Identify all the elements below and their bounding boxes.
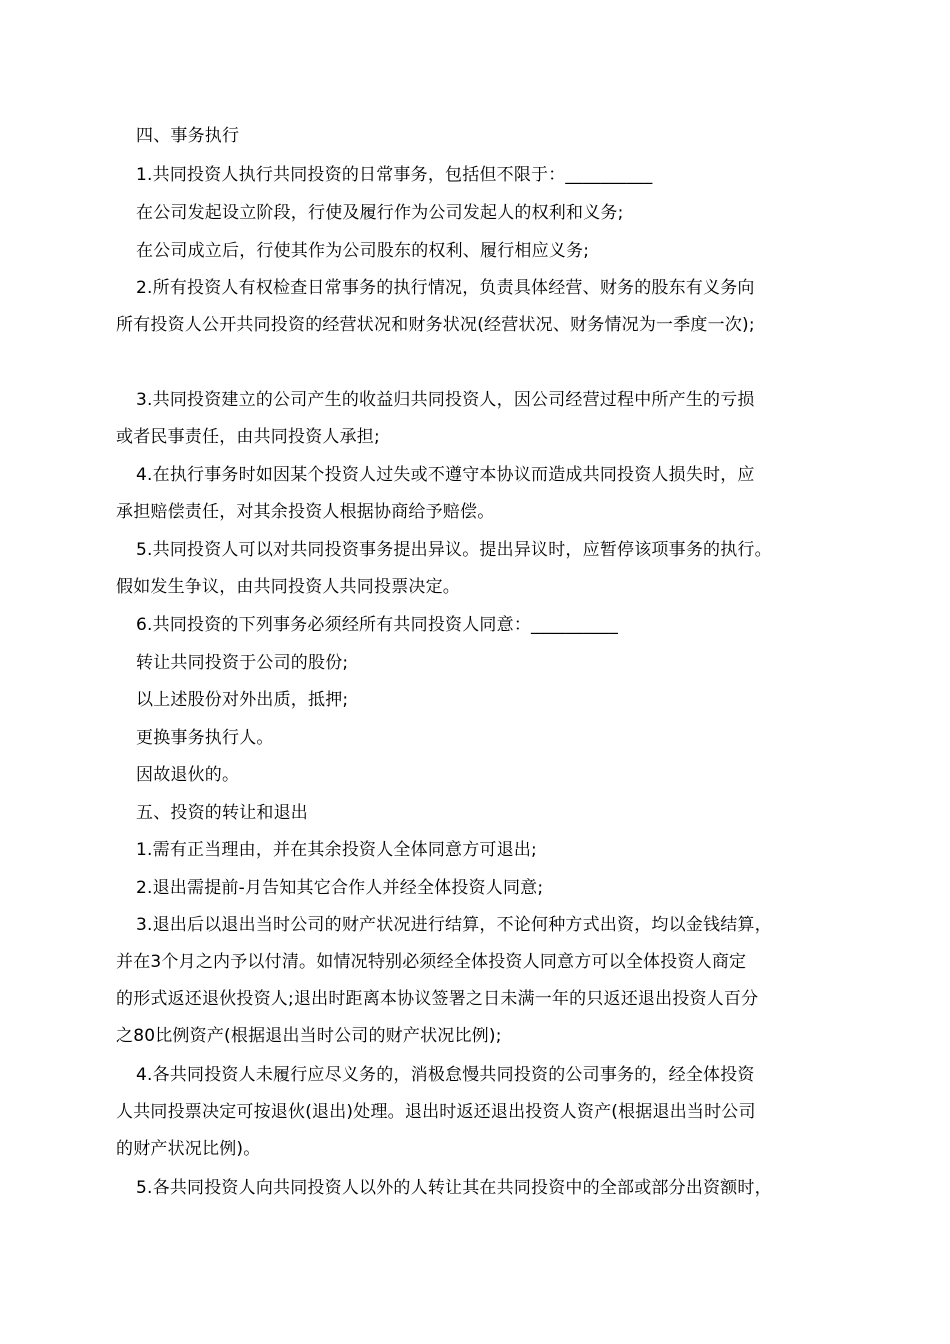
paragraph-sub-item [116, 720, 856, 757]
paragraph-sub-item [116, 195, 856, 232]
paragraph-item-3 [116, 382, 836, 456]
text-line: 4.在执行事务时如因某个投资人过失或不遵守本协议而造成共同投资人损失时，应 [136, 465, 755, 485]
text-line: 3.退出后以退出当时公司的财产状况进行结算，不论何种方式出资，均以金钱结算， [136, 915, 772, 935]
text-line: 2.退出需提前-月告知其它合作人并经全体投资人同意; [136, 878, 544, 898]
text-line: 人共同投票决定可按退伙(退出)处理。退出时返还退出投资人资产(根据退出当时公司 [116, 1102, 756, 1122]
text-line: 5.共同投资人可以对共同投资事务提出异议。提出异议时，应暂停该项事务的执行。 [136, 540, 772, 560]
text-line: 1.需有正当理由，并在其余投资人全体同意方可退出; [136, 840, 537, 860]
text-line: 或者民事责任，由共同投资人承担; [116, 427, 380, 447]
transfer-item-3 [116, 907, 836, 1055]
paragraph-sub-item [116, 233, 856, 270]
text-line: 1.共同投资人执行共同投资的日常事务，包括但不限于：__________ [136, 165, 653, 185]
transfer-item-4 [116, 1057, 836, 1168]
section-heading-affairs [116, 118, 856, 155]
text-line: 因故退伙的。 [136, 765, 240, 785]
text-line: 在公司发起设立阶段，行使及履行作为公司发起人的权利和义务; [136, 203, 624, 223]
text-line: 四、事务执行 [136, 126, 240, 146]
text-line: 更换事务执行人。 [136, 728, 274, 748]
text-line: 5.各共同投资人向共同投资人以外的人转让其在共同投资中的全部或部分出资额时， [136, 1178, 772, 1198]
text-line: 承担赔偿责任，对其余投资人根据协商给予赔偿。 [116, 502, 495, 522]
transfer-item-2 [116, 870, 856, 907]
text-line: 转让共同投资于公司的股份; [136, 653, 349, 673]
paragraph-item-2 [116, 270, 836, 344]
text-line: 五、投资的转让和退出 [136, 803, 308, 823]
transfer-item-5 [116, 1170, 856, 1207]
text-line: 在公司成立后，行使其作为公司股东的权利、履行相应义务; [136, 241, 590, 261]
text-line: 4.各共同投资人未履行应尽义务的，消极怠慢共同投资的公司事务的，经全体投资 [136, 1065, 755, 1085]
text-line: 2.所有投资人有权检查日常事务的执行情况，负责具体经营、财务的股东有义务向 [136, 278, 755, 298]
text-line: 以上述股份对外出质，抵押; [136, 690, 349, 710]
text-line: 并在3个月之内予以付清。如情况特别必须经全体投资人同意方可以全体投资人商定 [116, 952, 747, 972]
text-line: 3.共同投资建立的公司产生的收益归共同投资人，因公司经营过程中所产生的亏损 [136, 390, 755, 410]
text-line: 假如发生争议，由共同投资人共同投票决定。 [116, 577, 460, 597]
text-line: 之80比例资产(根据退出当时公司的财产状况比例); [116, 1026, 502, 1046]
text-line: 的财产状况比例)。 [116, 1139, 261, 1159]
paragraph-sub-item [116, 682, 856, 719]
section-heading-transfer [116, 795, 856, 832]
paragraph-sub-item [116, 757, 856, 794]
paragraph-item-4 [116, 457, 836, 531]
text-line: 6.共同投资的下列事务必须经所有共同投资人同意：__________ [136, 615, 619, 635]
paragraph-sub-item [116, 645, 856, 682]
text-line: 的形式返还退伙投资人;退出时距离本协议签署之日未满一年的只返还退出投资人百分 [116, 989, 759, 1009]
paragraph-item-5 [116, 532, 836, 606]
paragraph-item-1 [116, 157, 856, 194]
text-line: 所有投资人公开共同投资的经营状况和财务状况(经营状况、财务情况为一季度一次); [116, 315, 755, 335]
transfer-item-1 [116, 832, 856, 869]
paragraph-item-6 [116, 607, 856, 644]
